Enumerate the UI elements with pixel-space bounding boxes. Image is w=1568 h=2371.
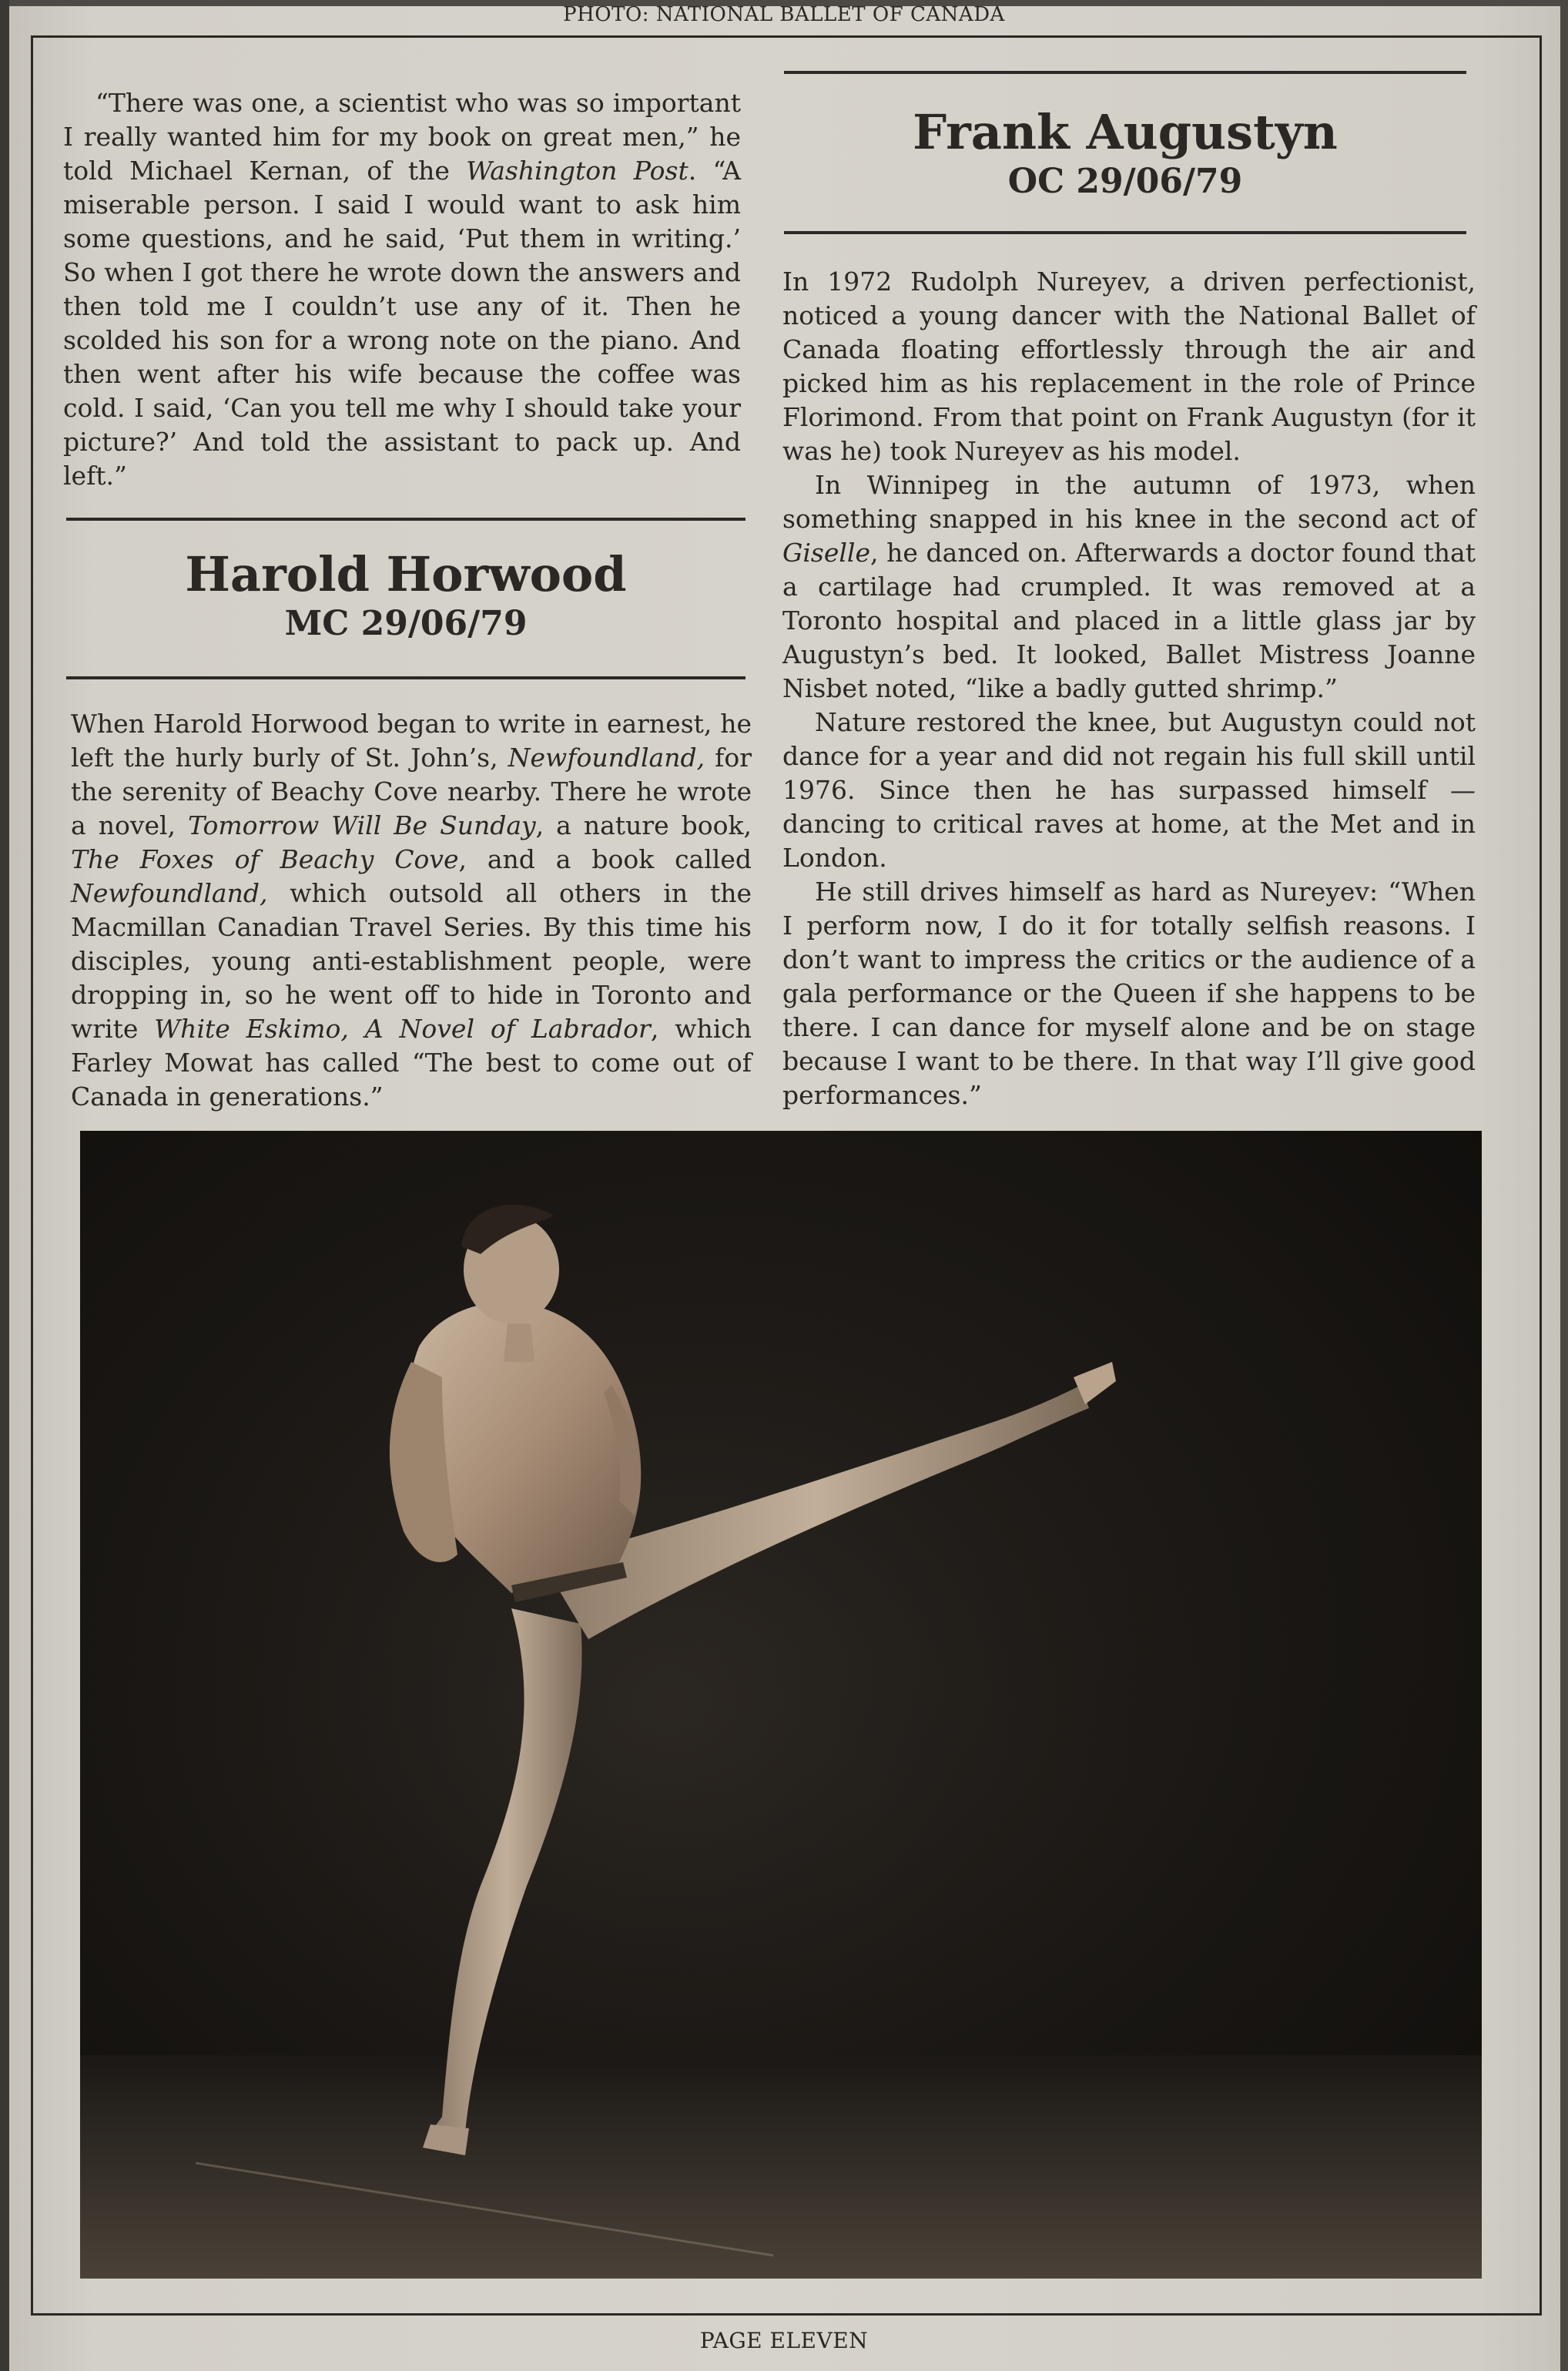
augustyn-name: Frank Augustyn [913,104,1338,160]
augustyn-honour: OC 29/06/79 [1007,162,1243,201]
augustyn-top-rule [784,71,1466,74]
augustyn-paragraph-1: In 1972 Rudolph Nureyev, a driven perfectionist, noticed a young dancer with the National Ballet of Canada floating effortlessly through the air and picked him as his replacement in the role of Prince Florimond. From that point on Frank Augustyn (for it was he) took Nureyev as his model. [782,267,1476,466]
augustyn-bottom-rule [784,231,1466,234]
page-left-edge [0,0,9,2371]
dancer-photograph [80,1131,1482,2279]
horwood-honour: MC 29/06/79 [284,604,528,643]
page-number: PAGE ELEVEN [699,2328,869,2353]
page-right-edge [1560,0,1568,2371]
dancer-figure-illustration [80,1131,1482,2279]
horwood-heading [66,547,745,646]
augustyn-paragraph-2: In Winnipeg in the autumn of 1973, when something snapped in his knee in the second act of Giselle, he danced on. Afterwards a doctor found that a cartilage had crumpled. It was removed at a Toronto hospital and placed in a little glass jar by Augustyn’s bed. It looked, Ballet Mistress Joanne Nisbet noted, “like a badly gutted shrimp.” [782,470,1476,703]
augustyn-text [782,265,1476,1112]
augustyn-paragraph-4: He still drives himself as hard as Nureyev: “When I perform now, I do it for totally selfish reasons. I don’t want to impress the critics or the audience of a gala performance or the Queen if she happens to be there. I can dance for myself alone and be on stage because I want to be there. In that way I’ll give good performances.” [782,877,1476,1110]
horwood-paragraph: When Harold Horwood began to write in earnest, he left the hurly burly of St. John’s, Newfoundland, for the serenity of Beachy Cove nearby. There he wrote a novel, Tomorrow Will Be Sunday, a nature book, The Foxes of Beachy Cove, and a book called Newfoundland, which outsold all others in the Macmillan Canadian Travel Series. By this time his disciples, young anti-establishment people, were dropping in, so he went off to hide in Toronto and write White Eskimo, A Novel of Labrador, which Farley Mowat has called “The best to come out of Canada in generations.” [71,709,752,1112]
photo-credit: PHOTO: NATIONAL BALLET OF CANADA [563,3,1005,26]
augustyn-paragraph-3: Nature restored the knee, but Augustyn could not dance for a year and did not regain his full skill until 1976. Since then he has surpassed himself — dancing to critical raves at home, at the Met and in London. [782,707,1476,873]
horwood-bottom-rule [66,676,745,679]
quote-block [63,86,741,493]
horwood-top-rule [66,518,745,521]
horwood-name: Harold Horwood [185,546,627,602]
quote-paragraph: “There was one, a scientist who was so important I really wanted him for my book on great men,” he told Michael Kernan, of the Washington Post. “A miserable person. I said I would want to ask him some questions, and he said, ‘Put them in writing.’ So when I got there he wrote down the answers and then told me I couldn’t use any of it. Then he scolded his son for a wrong note on the piano. And then went after his wife because the coffee was cold. I said, ‘Can you tell me why I should take your picture?’ And told the assistant to pack up. And left.” [63,88,741,491]
horwood-text [71,707,752,1114]
augustyn-heading [784,105,1466,203]
